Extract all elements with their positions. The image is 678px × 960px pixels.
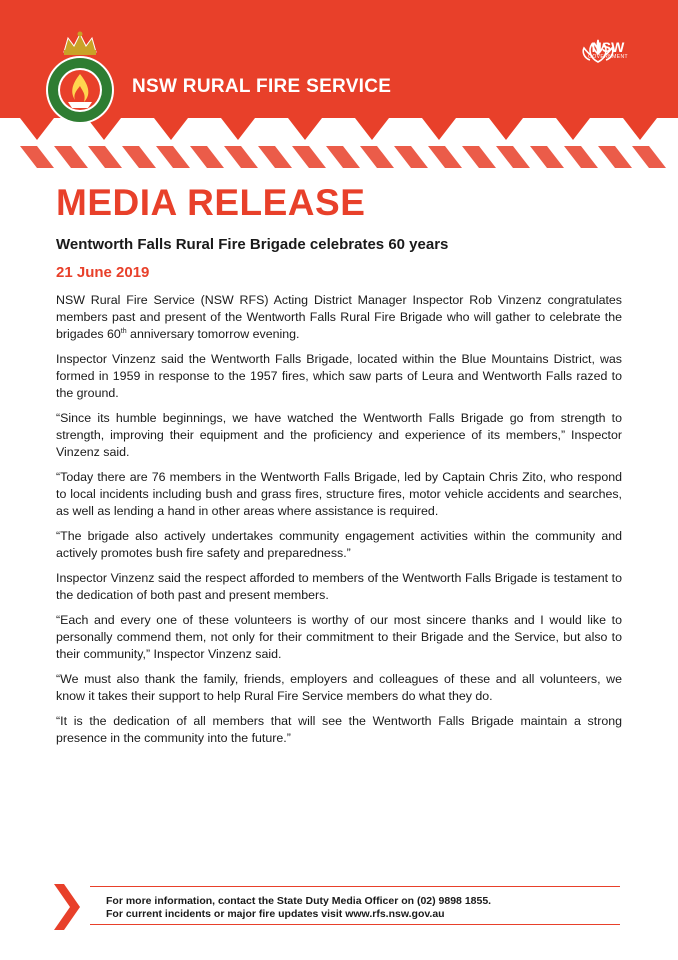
nsw-government-logo bbox=[580, 38, 636, 94]
release-date: 21 June 2019 bbox=[56, 264, 150, 281]
paragraph: “It is the dedication of all members that will see the Wentworth Falls Brigade maintain a strong presence in the community into the future.” bbox=[56, 714, 622, 745]
footer-contact bbox=[106, 895, 491, 921]
paragraph: “We must also thank the family, friends, employers and colleagues of these and all volunteers, we know it takes their support to help Rural Fire Service members do what they do. bbox=[56, 672, 622, 703]
paragraph: “Since its humble beginnings, we have watched the Wentworth Falls Brigade go from strength to strength, improving their equipment and the proficiency and experience of its members,” Inspector Vinzenz said. bbox=[56, 411, 622, 459]
article-body bbox=[56, 292, 622, 755]
paragraph: “The brigade also actively undertakes community engagement activities within the community and actively promotes bush fire safety and preparedness.” bbox=[56, 529, 622, 560]
rfs-crest-icon bbox=[42, 30, 118, 126]
footer-line-incidents: For current incidents or major fire updates visit www.rfs.nsw.gov.au bbox=[106, 908, 445, 920]
document-subtitle: Wentworth Falls Rural Fire Brigade celebrates 60 years bbox=[56, 236, 449, 253]
document-title: MEDIA RELEASE bbox=[56, 182, 366, 223]
waratah-icon bbox=[580, 38, 616, 64]
paragraph: Inspector Vinzenz said the respect afforded to members of the Wentworth Falls Brigade is testament to the dedication of both past and present members. bbox=[56, 571, 622, 602]
paragraph: “Today there are 76 members in the Wentworth Falls Brigade, led by Captain Chris Zito, who respond to local incidents including bush and grass fires, structure fires, motor vehicle accidents and searches, as well as lending a hand in other areas where assistance is required. bbox=[56, 470, 622, 518]
footer-line-media: For more information, contact the State Duty Media Officer on (02) 9898 1855. bbox=[106, 895, 492, 907]
header-banner bbox=[0, 0, 678, 185]
paragraph: Inspector Vinzenz said the Wentworth Falls Brigade, located within the Blue Mountains District, was formed in 1959 in response to the 1957 fires, which saw parts of Leura and Wentworth Falls razed to the ground. bbox=[56, 352, 622, 400]
org-name: NSW RURAL FIRE SERVICE bbox=[132, 76, 392, 97]
footer-divider-top bbox=[90, 886, 620, 887]
paragraph: “Each and every one of these volunteers is worthy of our most sincere thanks and I would like to personally commend them, not only for their commitment to their Brigade and the Service, but also to their community,” Inspector Vinzenz said. bbox=[56, 613, 622, 661]
footer-divider-bottom bbox=[90, 924, 620, 925]
gov-logo-sub: GOVERNMENT bbox=[588, 54, 628, 60]
paragraph: NSW Rural Fire Service (NSW RFS) Acting District Manager Inspector Rob Vinzenz congratulates members past and present of the Wentworth Falls Rural Fire Brigade who will gather to celebrate the brigades 60th anniversary tomorrow evening. bbox=[56, 293, 622, 341]
footer-chevron-icon bbox=[54, 884, 80, 930]
gov-logo-name: NSW bbox=[591, 39, 625, 55]
